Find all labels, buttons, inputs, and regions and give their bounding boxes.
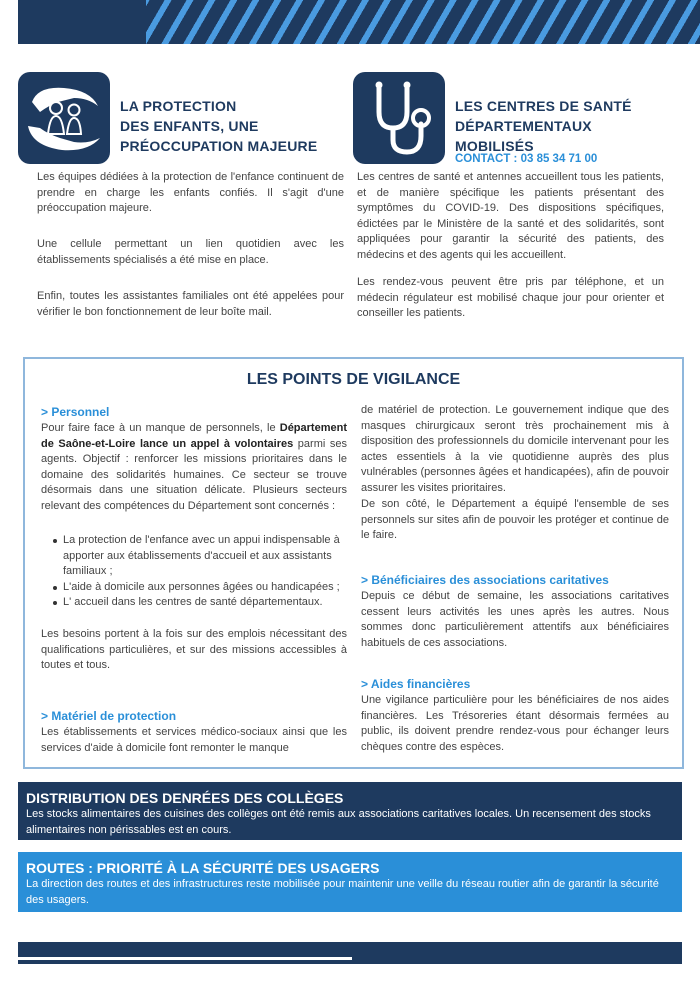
vigilance-title: LES POINTS DE VIGILANCE xyxy=(246,371,461,388)
child-protection-paragraph-2: Une cellule permettant un lien quotidien avec les établissements spécialisés a été mise en place. xyxy=(37,238,344,266)
personnel-intro: Pour faire face à un manque de personnels, le Département de Saône-et-Loire lance un appel à volontaires parmi ses agents. Objectif : renforcer les missions prioritaires dans le domaine des solidarités humaines. Ce secteur se trouve désormais dans une situation délicate. Plusieurs secteurs relevant des compétences du Département sont concernés : xyxy=(41,422,347,512)
materiel-text-left: Les établissements et services médico-sociaux ainsi que les services d'aide à domicile font remonter le manque xyxy=(41,726,347,754)
routes-title: ROUTES : PRIORITÉ À LA SÉCURITÉ DES USAGERS xyxy=(26,860,380,876)
vigilance-box xyxy=(23,357,684,769)
child-protection-title: LA PROTECTION DES ENFANTS, UNE PRÉOCCUPATION MAJEURE xyxy=(120,98,318,154)
routes-band xyxy=(18,852,682,912)
list-item: L' accueil dans les centres de santé départementaux. xyxy=(51,595,347,611)
list-item: La protection de l'enfance avec un appui indispensable à apporter aux établissements d'accueil et aux assistants familiaux ; xyxy=(51,533,347,580)
health-centers-paragraph-1: Les centres de santé et antennes accueillent tous les patients, et de manière spécifique les patients présentant des symptômes du COVID-19. Des dispositions spécifiques, édictées par le Ministère de la santé et des solidarités, sont appliquées pour garantir la sécurité des patients, des médecins et des agents qui les accueillent. xyxy=(357,171,664,261)
materiel-text-right-2: De son côté, le Département a équipé l'ensemble de ses personnels sur sites afin de pouvoir les protéger et continue de le faire. xyxy=(361,498,669,542)
distribution-text: Les stocks alimentaires des cuisines des collèges ont été remis aux associations caritatives locales. Un recensement des stocks alimentaires non périssables est en cours. xyxy=(26,808,651,836)
footer-bar xyxy=(18,942,682,964)
materiel-text-right: de matériel de protection. Le gouvernement indique que des masques chirurgicaux seront très prochainement mis à disposition des professionnels du domicile intervenant pour les actes essentiels à la vie quotidienne auprès des plus vulnérables (personnes âgées et handicapées), afin de pouvoir assurer les visites prioritaires. xyxy=(361,404,669,494)
beneficiaires-heading: > Bénéficiaires des associations caritatives xyxy=(361,573,609,587)
health-centers-contact: CONTACT : 03 85 34 71 00 xyxy=(455,153,598,165)
child-protection-paragraph-1: Les équipes dédiées à la protection de l'enfance continuent de prendre en charge les enfants confiés. Il s'agit d'une préoccupation majeure. xyxy=(37,171,344,215)
stethoscope-icon xyxy=(353,72,445,164)
routes-text: La direction des routes et des infrastructures reste mobilisée pour maintenir une veille du réseau routier afin de garantir la sécurité des usagers. xyxy=(26,878,659,906)
personnel-heading: > Personnel xyxy=(41,405,110,419)
aides-text: Une vigilance particulière pour les bénéficiaires de nos aides financières. Les Trésoreries étant désormais fermées au public, ils doivent prendre rendez-vous pour échanger leurs chèques contre des espèces. xyxy=(361,694,669,753)
distribution-title: DISTRIBUTION DES DENRÉES DES COLLÈGES xyxy=(26,790,344,806)
header-stripe-banner xyxy=(18,0,700,44)
health-centers-paragraph-2: Les rendez-vous peuvent être pris par téléphone, et un médecin régulateur est mobilisé chaque jour pour orienter et conseiller les patients. xyxy=(357,276,664,320)
footer-divider xyxy=(18,957,352,960)
list-item: L'aide à domicile aux personnes âgées ou handicapées ; xyxy=(51,580,347,596)
distribution-band xyxy=(18,782,682,840)
aides-heading: > Aides financières xyxy=(361,677,471,691)
materiel-heading: > Matériel de protection xyxy=(41,709,177,723)
personnel-bullet-list xyxy=(51,533,347,611)
beneficiaires-text: Depuis ce début de semaine, les associations caritatives cessent leurs activités les unes après les autres. Nous sommes donc particulièrement attentifs aux bénéficiaires habituels de ces associations. xyxy=(361,590,669,649)
personnel-needs: Les besoins portent à la fois sur des emplois nécessitant des qualifications particulières, et sur des missions accessibles à toutes et tous. xyxy=(41,628,347,672)
child-protection-paragraph-3: Enfin, toutes les assistantes familiales ont été appelées pour vérifier le bon fonctionnement de leur boîte mail. xyxy=(37,290,344,318)
health-centers-title: LES CENTRES DE SANTÉ DÉPARTEMENTAUX MOBILISÉS xyxy=(455,98,632,154)
hands-children-icon xyxy=(18,72,110,164)
